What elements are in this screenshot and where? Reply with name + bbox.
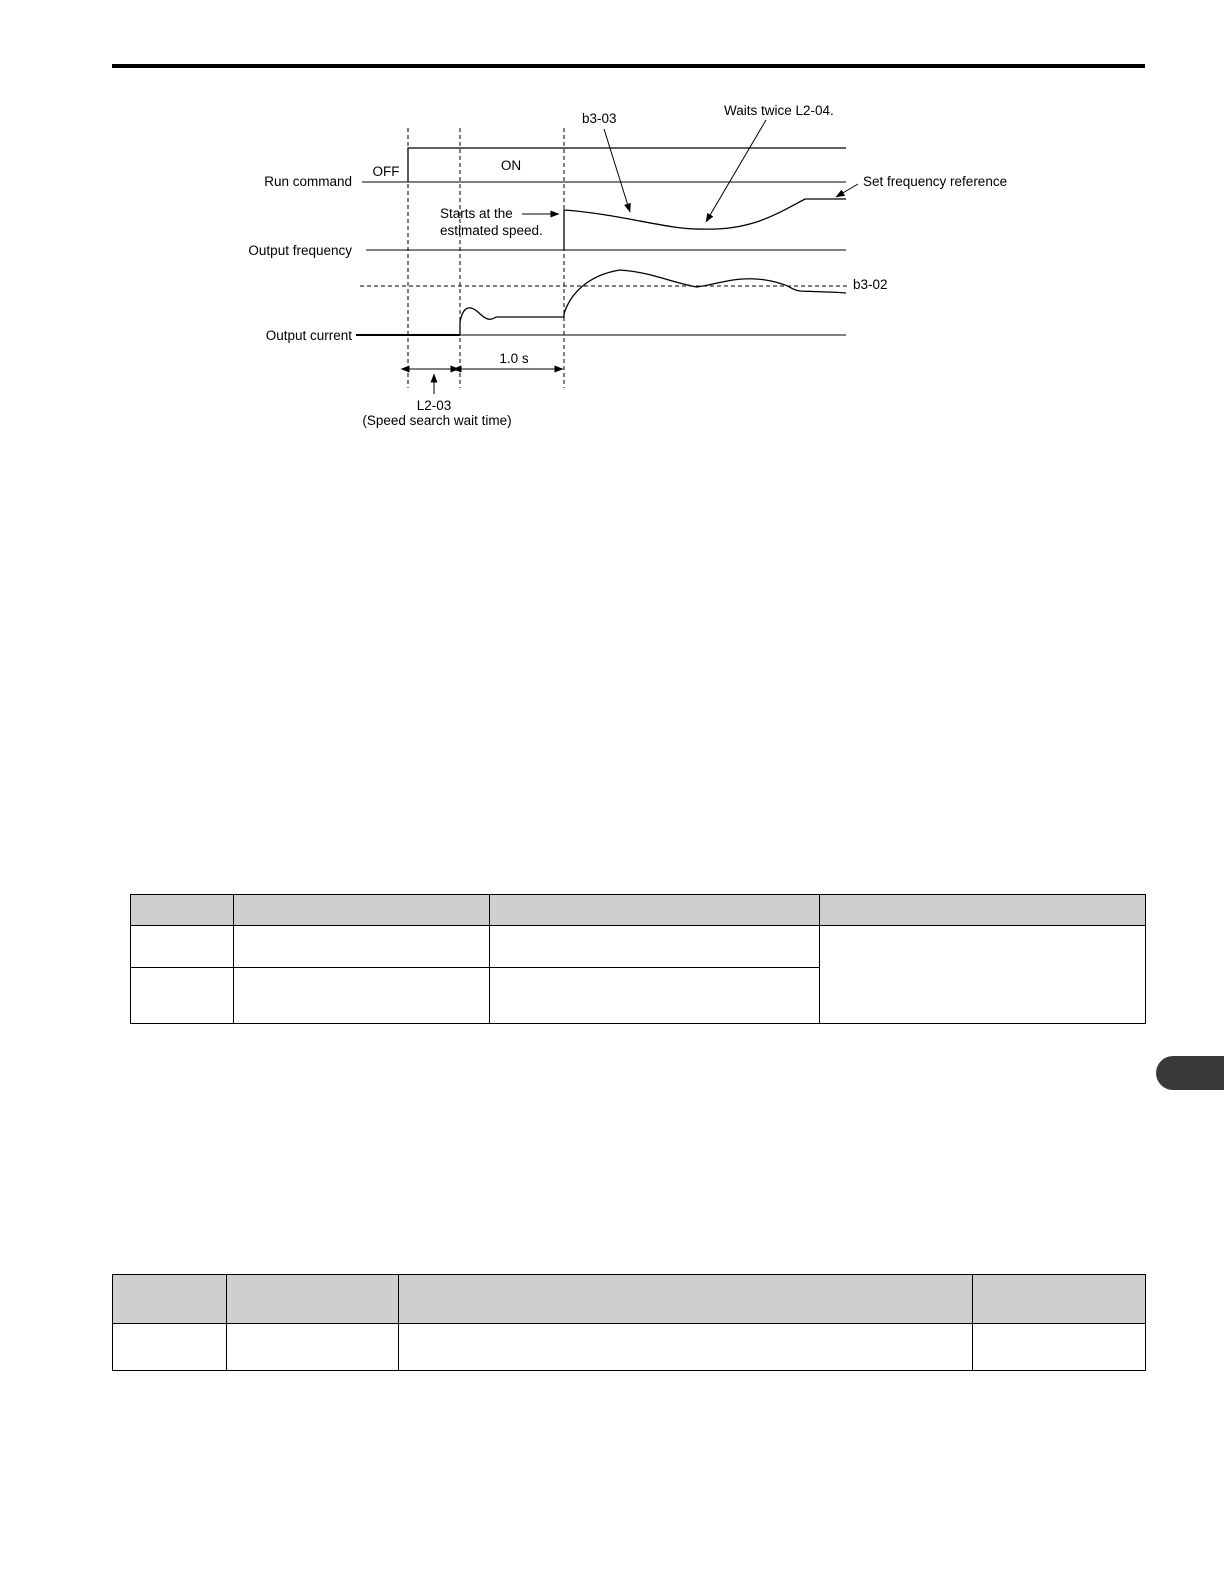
starts-at-label-line2: estimated speed. <box>440 223 543 238</box>
table-cell <box>131 968 234 1024</box>
table-cell <box>227 1324 399 1371</box>
speed-search-wait-time-label: (Speed search wait time) <box>362 413 512 428</box>
table-cell <box>399 1324 973 1371</box>
table-cell <box>234 926 490 968</box>
output-current-curve <box>460 270 846 335</box>
waits-twice-label: Waits twice L2-04. <box>724 103 834 118</box>
table-merged-cell <box>820 926 1146 1024</box>
table1-header-1 <box>131 895 234 926</box>
b3-03-arrow <box>604 129 630 212</box>
output-current-label: Output current <box>265 328 352 343</box>
table2-header-3 <box>399 1275 973 1324</box>
table-cell <box>113 1324 227 1371</box>
waits-twice-arrow <box>706 120 766 222</box>
table2-header-4 <box>973 1275 1146 1324</box>
run-command-signal <box>408 148 846 182</box>
parameter-table-1 <box>130 894 1146 1024</box>
table-row <box>131 926 1146 968</box>
timing-diagram <box>0 0 1224 460</box>
chapter-side-tab <box>1156 1056 1224 1090</box>
starts-at-label-line1: Starts at the <box>440 206 513 221</box>
output-frequency-label: Output frequency <box>248 243 352 258</box>
table-cell <box>973 1324 1146 1371</box>
run-command-label: Run command <box>264 174 352 189</box>
table1-header-2 <box>234 895 490 926</box>
output-frequency-curve <box>564 199 846 250</box>
set-frequency-reference-label: Set frequency reference <box>863 174 1008 189</box>
l2-03-label: L2-03 <box>416 398 452 413</box>
on-state-label: ON <box>500 158 522 173</box>
table-cell <box>234 968 490 1024</box>
table-cell <box>490 968 820 1024</box>
duration-label: 1.0 s <box>499 351 529 366</box>
b3-02-label: b3-02 <box>853 277 888 292</box>
table1-header-3 <box>490 895 820 926</box>
set-frequency-reference-arrow <box>836 184 858 197</box>
table-cell <box>131 926 234 968</box>
table1-header-4 <box>820 895 1146 926</box>
table-cell <box>490 926 820 968</box>
off-state-label: OFF <box>372 164 400 179</box>
table2-header-1 <box>113 1275 227 1324</box>
b3-03-label: b3-03 <box>582 111 617 126</box>
parameter-table-2 <box>112 1274 1146 1371</box>
table2-header-2 <box>227 1275 399 1324</box>
table-row <box>113 1324 1146 1371</box>
